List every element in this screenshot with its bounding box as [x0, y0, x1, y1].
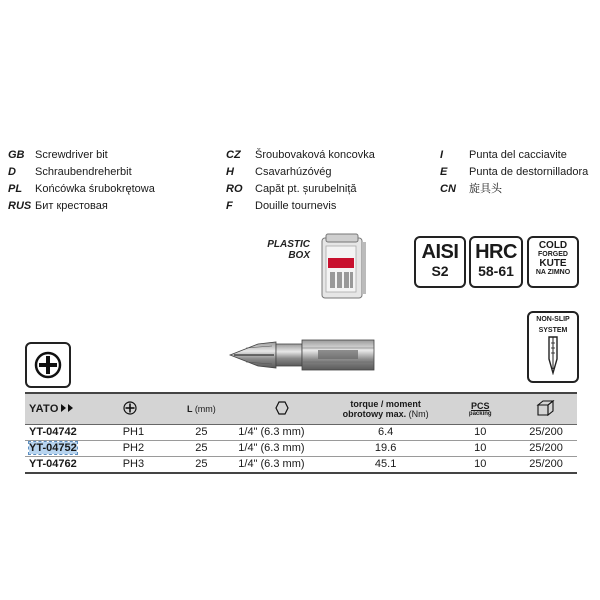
packaging-header [515, 393, 577, 425]
non-slip-label: NON-SLIP [536, 316, 570, 323]
length-header-label: L [186, 404, 193, 414]
translations-grid [8, 147, 598, 215]
bit-length: 25 [171, 425, 233, 441]
bit-type: PH2 [111, 441, 171, 457]
lang-code-e: E [440, 166, 448, 178]
product-code-selected [25, 441, 111, 457]
lang-text-cz: Šroubovaková koncovka [255, 149, 375, 161]
plastic-label-line2: BOX [288, 250, 310, 261]
plastic-box-image [316, 232, 370, 302]
length-header [171, 393, 233, 425]
pcs-header-packing: packing [468, 411, 492, 417]
lang-text-i: Punta del cacciavite [469, 149, 567, 161]
spec-header-row [25, 393, 577, 425]
cold-label: COLD [538, 240, 568, 251]
kute-label: KUTE [539, 258, 567, 269]
hexagon-icon [275, 401, 289, 415]
non-slip-bit-icon [538, 335, 568, 375]
bit-type: PH3 [111, 457, 171, 474]
pcs-header [445, 393, 515, 425]
yato-logo: YATO [29, 403, 59, 415]
hex-size: 1/4" (6.3 mm) [232, 441, 326, 457]
pack-value: 25/200 [515, 457, 577, 474]
translation-row [8, 181, 598, 198]
bit-type: PH1 [111, 425, 171, 441]
lang-text-cn: 旋具头 [469, 183, 502, 195]
pcs-value: 10 [445, 425, 515, 441]
spec-table [25, 392, 577, 474]
translation-row [8, 198, 598, 215]
lang-code-rus: RUS [8, 200, 32, 212]
hrc-badge [469, 236, 523, 288]
phillips-header-icon [123, 401, 137, 415]
aisi-grade: S2 [431, 263, 449, 279]
lang-text-e: Punta de destornilladora [469, 166, 589, 178]
lang-text-gb: Screwdriver bit [35, 149, 108, 161]
non-slip-system-badge [527, 311, 579, 383]
lang-text-pl: Końcówka śrubokrętowa [35, 183, 155, 195]
lang-code-d: D [8, 166, 16, 178]
hex-header [232, 393, 326, 425]
pcs-value: 10 [445, 457, 515, 474]
hrc-label: HRC [475, 241, 517, 263]
product-code-highlight: YT-04752 [29, 442, 77, 454]
lang-text-d: Schraubendreherbit [35, 166, 132, 178]
plastic-label-line1: PLASTIC [267, 239, 310, 250]
lang-code-f: F [226, 200, 233, 212]
table-row [25, 441, 577, 457]
torque-header-unit: (Nm) [408, 409, 429, 419]
pcs-value: 10 [445, 441, 515, 457]
lang-text-ro: Capăt pt. șurubelniță [255, 183, 357, 195]
torque-header [326, 393, 446, 425]
lang-text-f: Douille tournevis [255, 200, 337, 212]
lang-code-gb: GB [8, 149, 25, 161]
torque-value: 6.4 [326, 425, 446, 441]
table-row [25, 425, 577, 441]
carton-box-icon [536, 400, 556, 416]
lang-code-ro: RO [226, 183, 243, 195]
translation-row [8, 164, 598, 181]
pcs-header-label: PCS [471, 401, 490, 411]
torque-header-line1: torque / moment [350, 399, 421, 409]
product-code: YT-04762 [25, 457, 111, 474]
screwdriver-bit-image [228, 334, 376, 376]
lang-code-h: H [226, 166, 234, 178]
type-header [111, 393, 171, 425]
lang-text-rus: Бит крестовая [35, 200, 108, 212]
pack-value: 25/200 [515, 425, 577, 441]
system-label: SYSTEM [538, 327, 568, 334]
torque-value: 19.6 [326, 441, 446, 457]
hex-size: 1/4" (6.3 mm) [232, 425, 326, 441]
forged-label: FORGED [538, 251, 568, 258]
lang-text-h: Csavarhúzóvég [255, 166, 332, 178]
na-zimno-label: NA ZIMNO [535, 269, 571, 276]
hrc-value: 58-61 [478, 263, 514, 279]
lang-code-i: I [440, 149, 444, 161]
plastic-box-label [262, 239, 310, 261]
table-row [25, 457, 577, 474]
brand-header [25, 393, 111, 425]
aisi-label: AISI [421, 241, 459, 263]
length-header-unit: (mm) [194, 404, 216, 414]
lang-code-cz: CZ [226, 149, 241, 161]
hex-size: 1/4" (6.3 mm) [232, 457, 326, 474]
lang-code-cn: CN [440, 183, 456, 195]
phillips-symbol-icon [25, 342, 71, 388]
bit-length: 25 [171, 457, 233, 474]
torque-header-line2: obrotowy max. [342, 409, 407, 419]
bit-length: 25 [171, 441, 233, 457]
lang-code-pl: PL [8, 183, 23, 195]
aisi-s2-badge [414, 236, 466, 288]
yato-wings-icon [61, 404, 73, 412]
cold-forged-badge [527, 236, 579, 288]
product-code: YT-04742 [25, 425, 111, 441]
torque-value: 45.1 [326, 457, 446, 474]
translation-row [8, 147, 598, 164]
pack-value: 25/200 [515, 441, 577, 457]
